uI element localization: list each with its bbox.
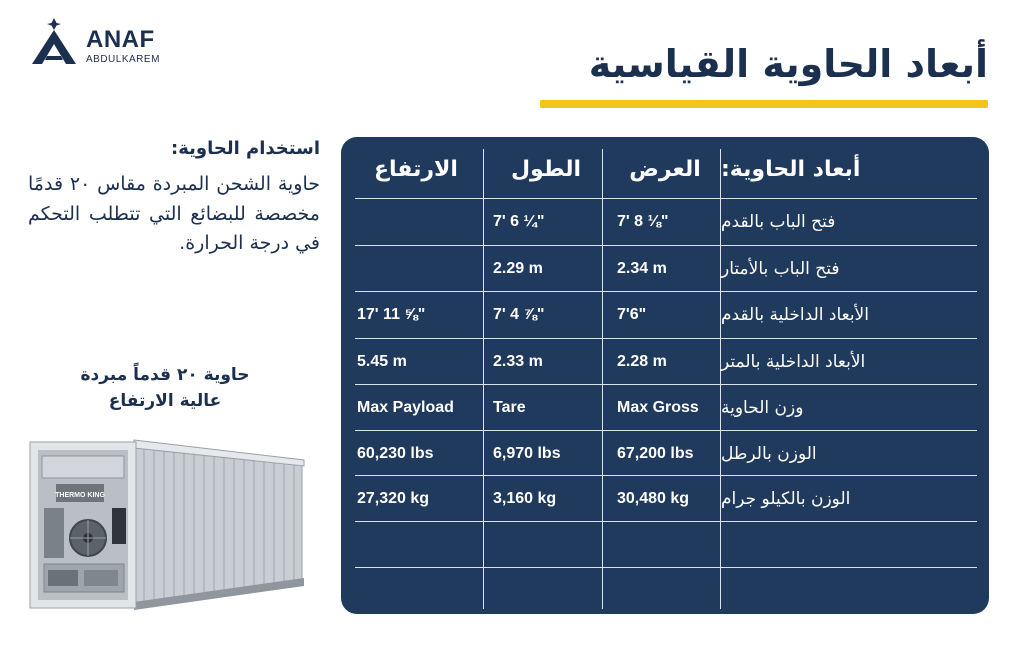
- page-title: أبعاد الحاوية القياسية: [588, 42, 988, 86]
- cell-length: 7' 6 ¼": [493, 213, 545, 230]
- cell-length: Tare: [493, 399, 526, 416]
- cell-width: 7'6": [617, 306, 647, 323]
- usage-title: استخدام الحاوية:: [171, 138, 320, 159]
- cell-length: 7' 4 ⅞": [493, 306, 545, 323]
- logo-name: ANAF: [86, 26, 155, 53]
- row-label: فتح الباب بالأمتار: [721, 259, 840, 279]
- row-divider: [355, 567, 977, 568]
- cell-length: 6,970 lbs: [493, 445, 561, 462]
- row-label: الوزن بالرطل: [721, 444, 817, 464]
- row-label: الوزن بالكيلو جرام: [721, 489, 851, 509]
- title-underline: [540, 100, 988, 108]
- header-length: الطول: [510, 156, 582, 182]
- cell-width: Max Gross: [617, 399, 699, 416]
- usage-description: حاوية الشحن المبردة مقاس ٢٠ قدمًا مخصصة للبضائع التي تتطلب التحكم في درجة الحرارة.: [28, 173, 320, 254]
- reefer-container-image: [26, 438, 306, 610]
- row-label: الأبعاد الداخلية بالمتر: [721, 352, 866, 372]
- logo-subtitle: ABDULKAREM: [86, 54, 160, 65]
- logo-triangle-icon: [30, 16, 78, 66]
- cell-length: 2.33 m: [493, 353, 543, 370]
- column-divider: [483, 149, 484, 609]
- cell-height: 5.45 m: [357, 353, 407, 370]
- brand-logo: [30, 16, 160, 66]
- row-label: فتح الباب بالقدم: [721, 212, 836, 232]
- cell-width: 2.28 m: [617, 353, 667, 370]
- container-brand-label: THERMO KING: [55, 492, 105, 499]
- cell-height: [351, 246, 481, 292]
- cell-height: 27,320 kg: [357, 490, 430, 507]
- cell-width: 7' 8 ⅛": [617, 213, 669, 230]
- row-label: الأبعاد الداخلية بالقدم: [721, 305, 869, 325]
- cell-length: 2.29 m: [493, 260, 543, 277]
- header-height: الارتفاع: [374, 156, 458, 182]
- caption-line-1: حاوية ٢٠ قدماً مبردة: [80, 365, 250, 385]
- cell-width: 30,480 kg: [617, 490, 690, 507]
- dimensions-table: [341, 137, 989, 614]
- cell-height: 17' 11 ⅝": [357, 306, 426, 323]
- cell-width: 2.34 m: [617, 260, 667, 277]
- header-label: أبعاد الحاوية:: [721, 156, 861, 182]
- cell-height: [351, 199, 481, 245]
- container-caption: [60, 362, 270, 414]
- cell-height: Max Payload: [357, 399, 454, 416]
- caption-line-2: عالية الارتفاع: [108, 391, 222, 411]
- cell-width: 67,200 lbs: [617, 445, 694, 462]
- cell-length: 3,160 kg: [493, 490, 557, 507]
- header-width: العرض: [629, 156, 701, 182]
- row-label: وزن الحاوية: [721, 398, 804, 418]
- cell-height: 60,230 lbs: [357, 445, 434, 462]
